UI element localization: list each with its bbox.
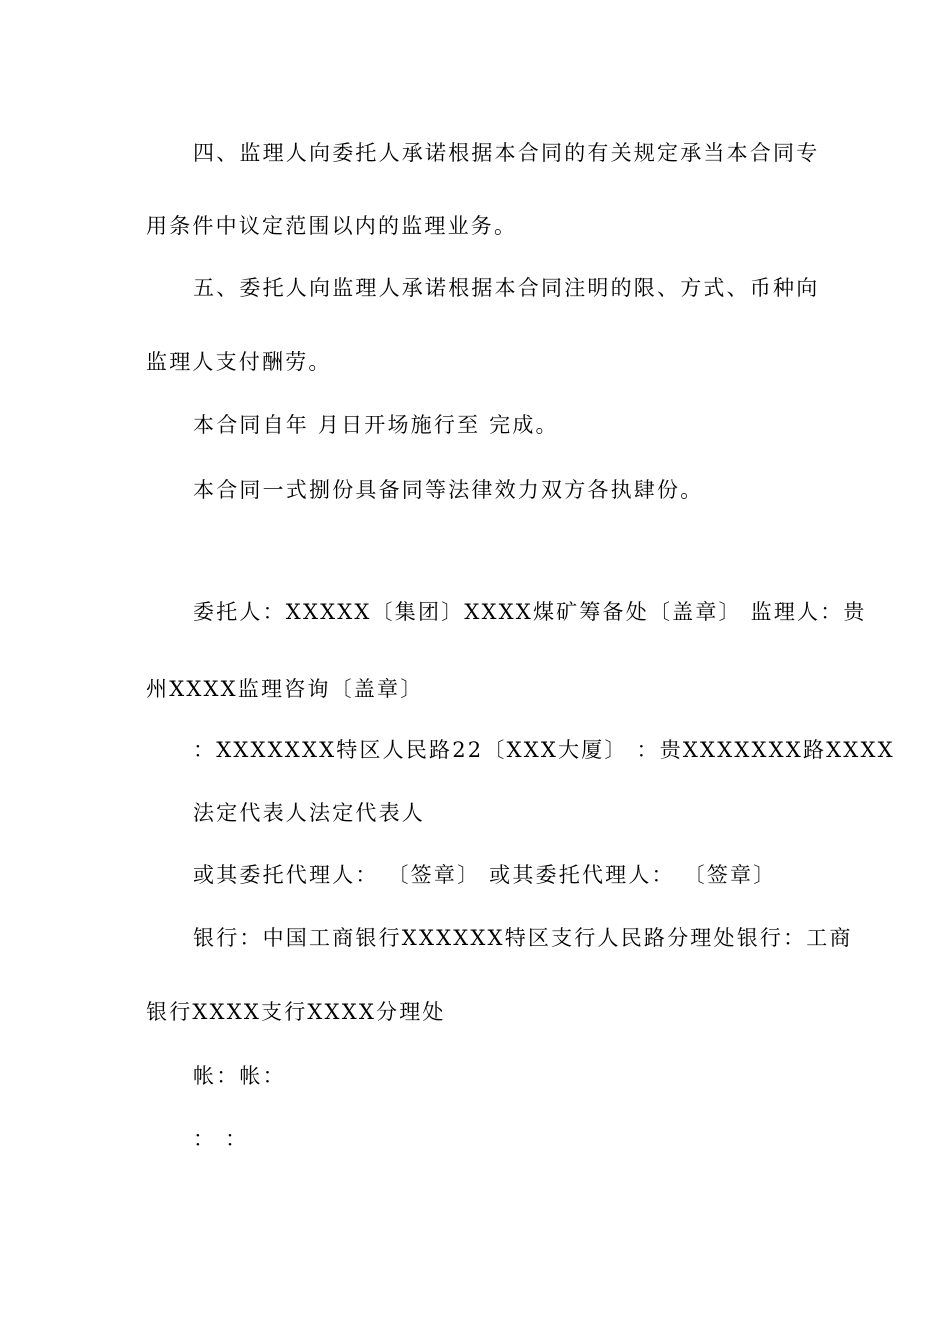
clause-five-line-1: 五、委托人向监理人承诺根据本合同注明的限、方式、币种向 — [193, 276, 820, 300]
bank-line-1: 银行：中国工商银行XXXXXX特区支行人民路分理处银行：工商 — [193, 926, 853, 950]
legal-representative-line: 法定代表人法定代表人 — [193, 801, 425, 825]
clause-five-line-2: 监理人支付酬劳。 — [146, 350, 332, 374]
contract-copies-line: 本合同一式捌份具备同等法律效力双方各执肆份。 — [193, 478, 704, 502]
parties-line-1: 委托人：XXXXX〔集团〕XXXX煤矿筹备处〔盖章〕 监理人：贵 — [193, 600, 867, 624]
clause-four-line-1: 四、监理人向委托人承诺根据本合同的有关规定承当本合同专 — [193, 141, 820, 165]
address-line: ：XXXXXXX特区人民路22〔XXX大厦〕 ：贵XXXXXXX路XXXX — [193, 738, 895, 762]
bank-line-2: 银行XXXX支行XXXX分理处 — [146, 1000, 446, 1024]
parties-line-2: 州XXXX监理咨询〔盖章〕 — [146, 677, 424, 701]
account-line: 帐：帐： — [193, 1064, 286, 1088]
colon-line: ： ： — [193, 1127, 249, 1151]
authorized-agent-line: 或其委托代理人： 〔签章〕 或其委托代理人： 〔签章〕 — [193, 863, 777, 887]
contract-term-line: 本合同自年 月日开场施行至 完成。 — [193, 413, 559, 437]
clause-four-line-2: 用条件中议定范围以内的监理业务。 — [146, 214, 518, 238]
